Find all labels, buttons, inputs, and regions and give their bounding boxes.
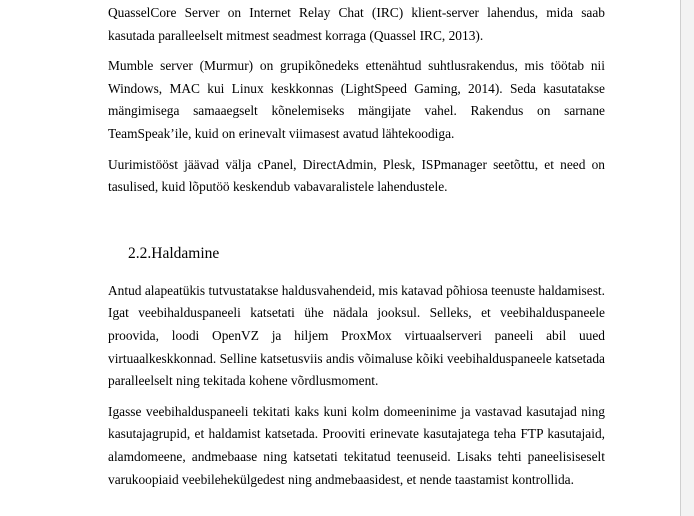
section-heading: 2.2.Haldamine <box>128 244 220 262</box>
paragraph-admin-tools: Antud alapeatükis tutvustatakse haldusvahendeid, mis katavad põhiosa teenuste haldamisest. Igat veebihalduspaneeli katsetati ühe nädala jooksul. Selleks, et veebihalduspaneele proovida, loodi OpenVZ ja hiljem ProxMox virtuaalserveri paneeli abil uued virtuaalkeskkonnad. Selline katsetusviis andis võimaluse kõiki veebihalduspaneele katsetada paralleelselt ning tekitada kohene võrdlusmoment. <box>108 282 605 389</box>
document-body <box>108 2 605 499</box>
paragraph-mumble: Mumble server (Murmur) on grupikõnedeks ettenähtud suhtlusrakendus, mis töötab nii Windows, MAC kui Linux keskkonnas (LightSpeed Gaming, 2014). Seda kasutatakse mängimisega samaaegselt kõnelemiseks mängijate vahel. Rakendus on sarnane TeamSpeak’ile, kuid on erinevalt viimasest avatud lähtekoodiga. <box>108 58 605 141</box>
paragraph-excluded-panels: Uurimistööst jäävad välja cPanel, DirectAdmin, Plesk, ISPmanager seetõttu, et need on tasulised, kuid lõputöö keskendub vabavaralistele lahendustele. <box>108 156 605 195</box>
window-gutter <box>681 0 694 516</box>
paragraph-quasselcore: QuasselCore Server on Internet Relay Chat (IRC) klient-server lahendus, mida saab kasutada paralleelselt mitmest seadmest korraga (Quassel IRC, 2013). <box>108 5 605 43</box>
paragraph-domain-testing: Igasse veebihalduspaneeli tekitati kaks kuni kolm domeeninime ja vastavad kasutajad ning kasutajagrupid, et haldamist katsetada. Prooviti erinevate kasutajatega teha FTP kasutajaid, alamdomeene, andmebaase ning katsetati tekitatud teenuseid. Lisaks tehti paneelisiseselt varukoopiaid veebilehekülgedest ning andmebaasidest, et nende taastamist kontrollida. <box>108 403 605 487</box>
